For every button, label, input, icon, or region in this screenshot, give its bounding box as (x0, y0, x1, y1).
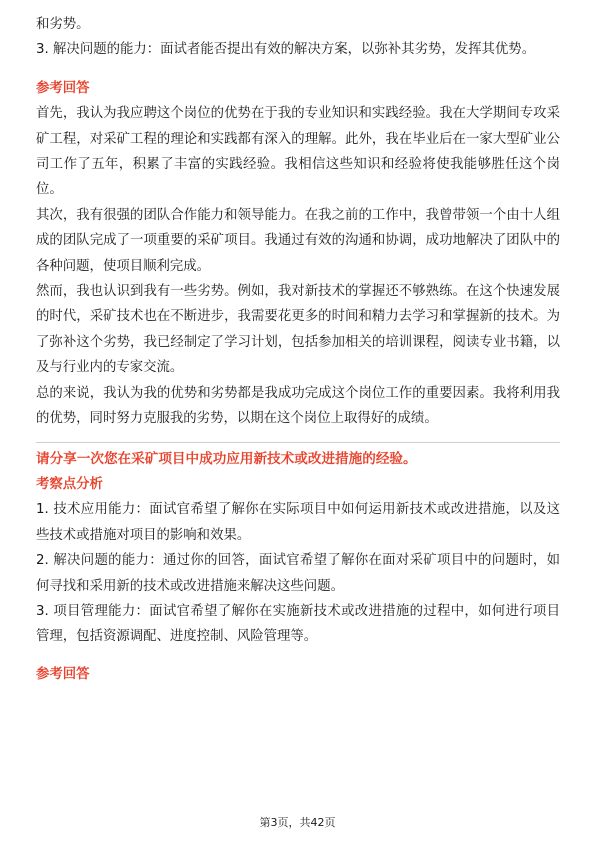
question-heading: 请分享一次您在采矿项目中成功应用新技术或改进措施的经验。 (36, 450, 417, 467)
answer-paragraph: 其次，我有很强的团队合作能力和领导能力。在我之前的工作中，我曾带领一个由十人组成的团队完成了一项重要的采矿项目。我通过有效的沟通和协调，成功地解决了团队中的各种问题，使项目顺利完成。 (36, 207, 560, 274)
answer-heading: 参考回答 (36, 666, 90, 682)
analysis-item: 3. 项目管理能力：面试官希望了解你在实施新技术或改进措施的过程中，如何进行项目管理，包括资源调配、进度控制、风险管理等。 (36, 603, 560, 645)
document-page (36, 0, 560, 687)
tail-paragraph: 3. 解决问题的能力：面试者能否提出有效的解决方案，以弥补其劣势，发挥其优势。 (36, 42, 536, 58)
tail-paragraph: 和劣势。 (36, 17, 90, 32)
answer-paragraph: 首先，我认为我应聘这个岗位的优势在于我的专业知识和实践经验。我在大学期间专攻采矿工程，对采矿工程的理论和实践都有深入的理解。此外，我在毕业后在一家大型矿业公司工作了五年，积累了丰富的实践经验。我相信这些知识和经验将使我能够胜任这个岗位。 (36, 106, 560, 198)
section-divider (36, 442, 560, 443)
answer-paragraph: 总的来说，我认为我的优势和劣势都是我成功完成这个岗位工作的重要因素。我将利用我的优势，同时努力克服我的劣势，以期在这个岗位上取得好的成绩。 (36, 385, 560, 427)
analysis-item: 1. 技术应用能力：面试官希望了解你在实际项目中如何运用新技术或改进措施，以及这些技术或措施对项目的影响和效果。 (36, 502, 560, 543)
answer-paragraph: 然而，我也认识到我有一些劣势。例如，我对新技术的掌握还不够熟练。在这个快速发展的时代，采矿技术也在不断进步，我需要花更多的时间和精力去学习和掌握新的技术。为了弥补这个劣势，我已经制定了学习计划，包括参加相关的培训课程，阅读专业书籍，以及与行业内的专家交流。 (36, 284, 560, 376)
page-number: 第3页，共42页 (259, 816, 336, 829)
analysis-item: 2. 解决问题的能力：通过你的回答，面试官希望了解你在面对采矿项目中的问题时，如何寻找和采用新的技术或改进措施来解决这些问题。 (36, 553, 560, 594)
analysis-heading: 考察点分析 (36, 476, 103, 492)
answer-heading: 参考回答 (36, 80, 90, 96)
